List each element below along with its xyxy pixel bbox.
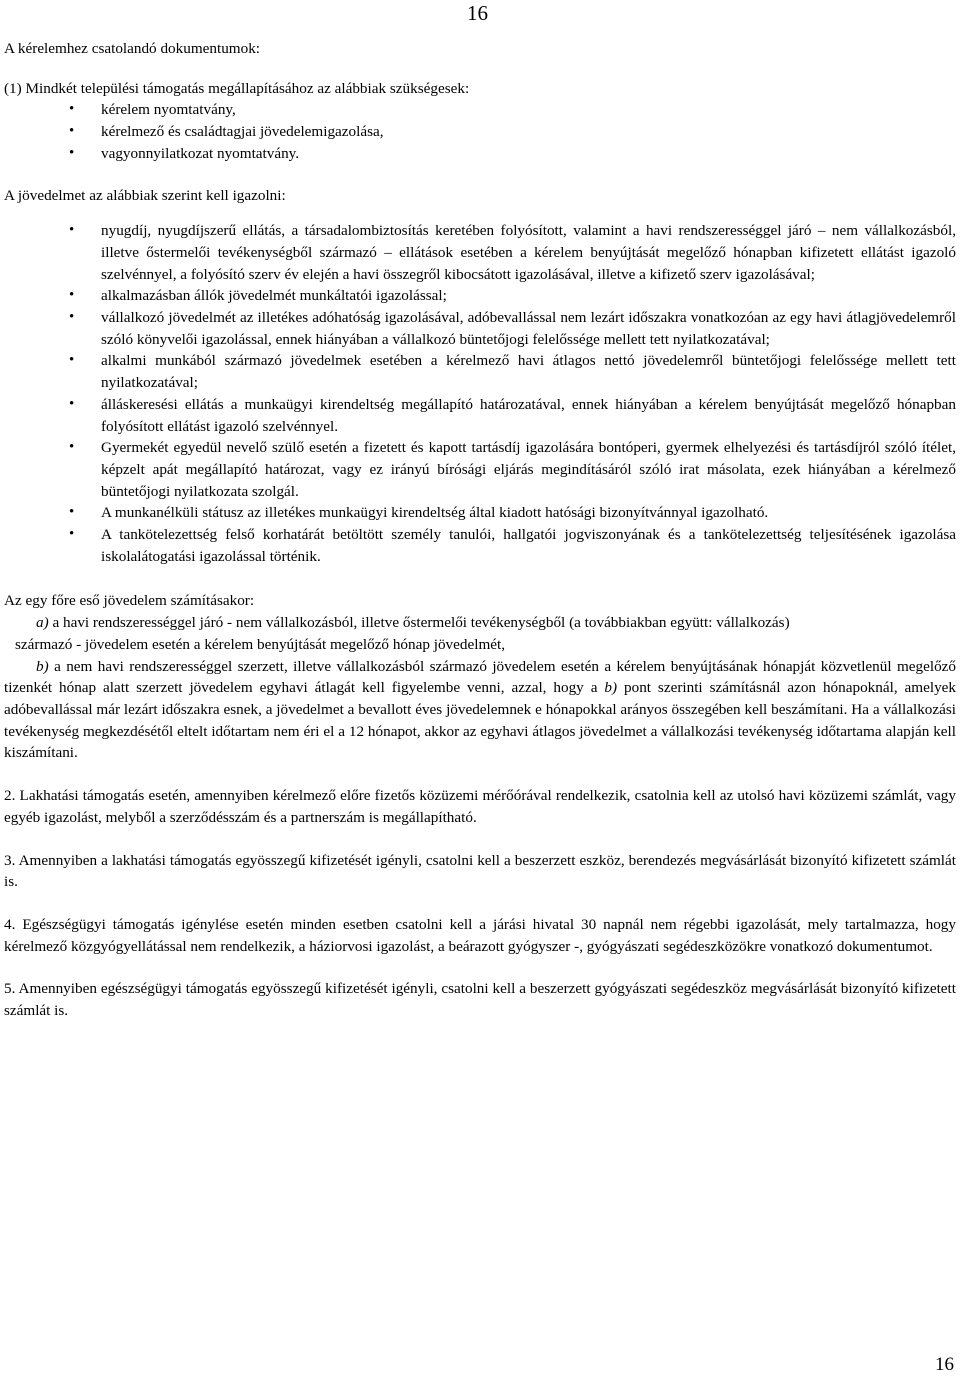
list-item: • nyugdíj, nyugdíjszerű ellátás, a társadalombiztosítás keretében folyósított, valamint a havi rendszerességgel járó – nem vállalkozásból, illetve őstermelői tevékenységből származó – ellátások esetében a kérelem benyújtását megelőző hónapban kifizetett ellátást igazoló szelvénnyel, a folyósító szerv év elején a havi összegről kibocsátott igazolásával, illetve a kifizető szerv igazolásával; [4, 220, 956, 285]
list-item: • alkalmazásban állók jövedelmét munkáltatói igazolással; [4, 285, 956, 307]
item-b-ref: b) [604, 679, 618, 697]
per-capita-intro: Az egy főre eső jövedelem számításakor: [4, 592, 255, 610]
section-2: 2. Lakhatási támogatás esetén, amennyiben kérelmező előre fizetős közüzemi mérőórával rendelkezik, csatolnia kell az utolsó havi közüzemi számlát, vagy egyéb igazolást, melyből a szerződésszám és a partnerszám is megállapítható. [4, 787, 956, 826]
per-capita-a-cont: származó - jövedelem esetén a kérelem benyújtását megelőző hónap jövedelmét, [15, 635, 506, 653]
list-item: • A munkanélküli státusz az illetékes munkaügyi kirendeltség által kiadott hatósági bizonyítvánnyal igazolható. [4, 502, 956, 524]
item-b-text-2: pont szerinti számításnál azon hónapoknál, amelyek adóbevallással már lezárt időszakra esnek, a jövedelmet a bevallott éves jövedelemnek e hónapokkal arányos összegében kell beszámítani. Ha a vállalkozási tevékenység megkezdésétől eltelt időtartam nem éri el a 12 hónapot, akkor az egyhavi átlagos jövedelmet a vállalkozási tevékenység időtartama alapján kell kiszámítani. [4, 679, 956, 762]
income-intro: A jövedelmet az alábbiak szerint kell igazolni: [4, 186, 286, 204]
per-capita-a [4, 612, 956, 634]
list-item: • vagyonnyilatkozat nyomtatvány. [4, 143, 956, 165]
list-item: • Gyermekét egyedül nevelő szülő esetén a fizetett és kapott tartásdíj igazolására bontóperi, gyermek elhelyezési és tartásdíjról szóló ítélet, képzelt apát megállapító határozat, vagy ez irányú bírósági eljárás megindításáról szóló irat másolata, ezek hiányában a kérelmező büntetőjogi nyilatkozata szolgál. [4, 437, 956, 502]
required-docs-list [4, 99, 956, 164]
list-item: • álláskeresési ellátás a munkaügyi kirendeltség megállapító határozatával, ennek hiányában a kérelem benyújtását megelőző hónapban folyósított ellátást igazoló szelvénnyel. [4, 394, 956, 437]
item-a-label: a) [36, 614, 49, 632]
section-3: 3. Amennyiben a lakhatási támogatás egyösszegű kifizetését igényli, csatolni kell a beszerzett eszköz, berendezés megvásárlását bizonyító kifizetett számlát is. [4, 851, 956, 891]
income-proof-list [4, 220, 956, 567]
list-item: • vállalkozó jövedelmét az illetékes adóhatóság igazolásával, adóbevallással nem lezárt időszakra vonatkozóan az egy havi átlagjövedelemről szóló könyvelői igazolással, ennek hiányában a vállalkozó büntetőjogi felelőssége mellett tett nyilatkozatával; [4, 307, 956, 350]
page-number-bottom: 16 [935, 1354, 954, 1375]
list-item: • A tankötelezettség felső korhatárát betöltött személy tanulói, hallgatói jogviszonyának és a tankötelezettség teljesítésének igazolása iskolalátogatási igazolással történik. [4, 524, 956, 567]
item-a-line1: a havi rendszerességgel járó - nem vállalkozásból, illetve őstermelői tevékenységből (a továbbiakban együtt: vállalkozás) [52, 614, 790, 632]
list-item: • kérelmező és családtagjai jövedelemigazolása, [4, 121, 956, 143]
section-4: 4. Egészségügyi támogatás igénylése esetén minden esetben csatolni kell a járási hivatal 30 napnál nem régebbi igazolását, mely tartalmazza, hogy kérelmező közgyógyellátással nem rendelkezik, a háziorvosi igazolást, a beárazott gyógyszer -, gyógyászati segédeszközökre vonatkozó dokumentumot. [4, 915, 956, 955]
list-item: • kérelem nyomtatvány, [4, 99, 956, 121]
section-5: 5. Amennyiben egészségügyi támogatás egyösszegű kifizetését igényli, csatolni kell a beszerzett gyógyászati segédeszköz megvásárlását bizonyító kifizetett számlát is. [4, 980, 956, 1020]
document-body [4, 38, 956, 1022]
list-item: • alkalmi munkából származó jövedelmek esetében a kérelmező havi átlagos nettó jövedelemről büntetőjogi felelőssége mellett tett nyilatkozatával; [4, 350, 956, 393]
item-b-text-1: a nem havi rendszerességgel szerzett, illetve vállalkozásból származó jövedelem esetén a kérelem benyújtásának hónapját közvetlenül megelőző tizenkét hónap alatt szerzett jövedelem egyhavi átlagát kell figyelembe venni, azzal, hogy a [4, 657, 957, 697]
item-b-label: b) [36, 657, 49, 675]
page-number-top: 16 [467, 1, 488, 25]
per-capita-b [4, 656, 956, 765]
docs-title: A kérelemhez csatolandó dokumentumok: [4, 40, 261, 57]
item1-intro: (1) Mindkét települési támogatás megállapításához az alábbiak szükségesek: [4, 79, 470, 97]
